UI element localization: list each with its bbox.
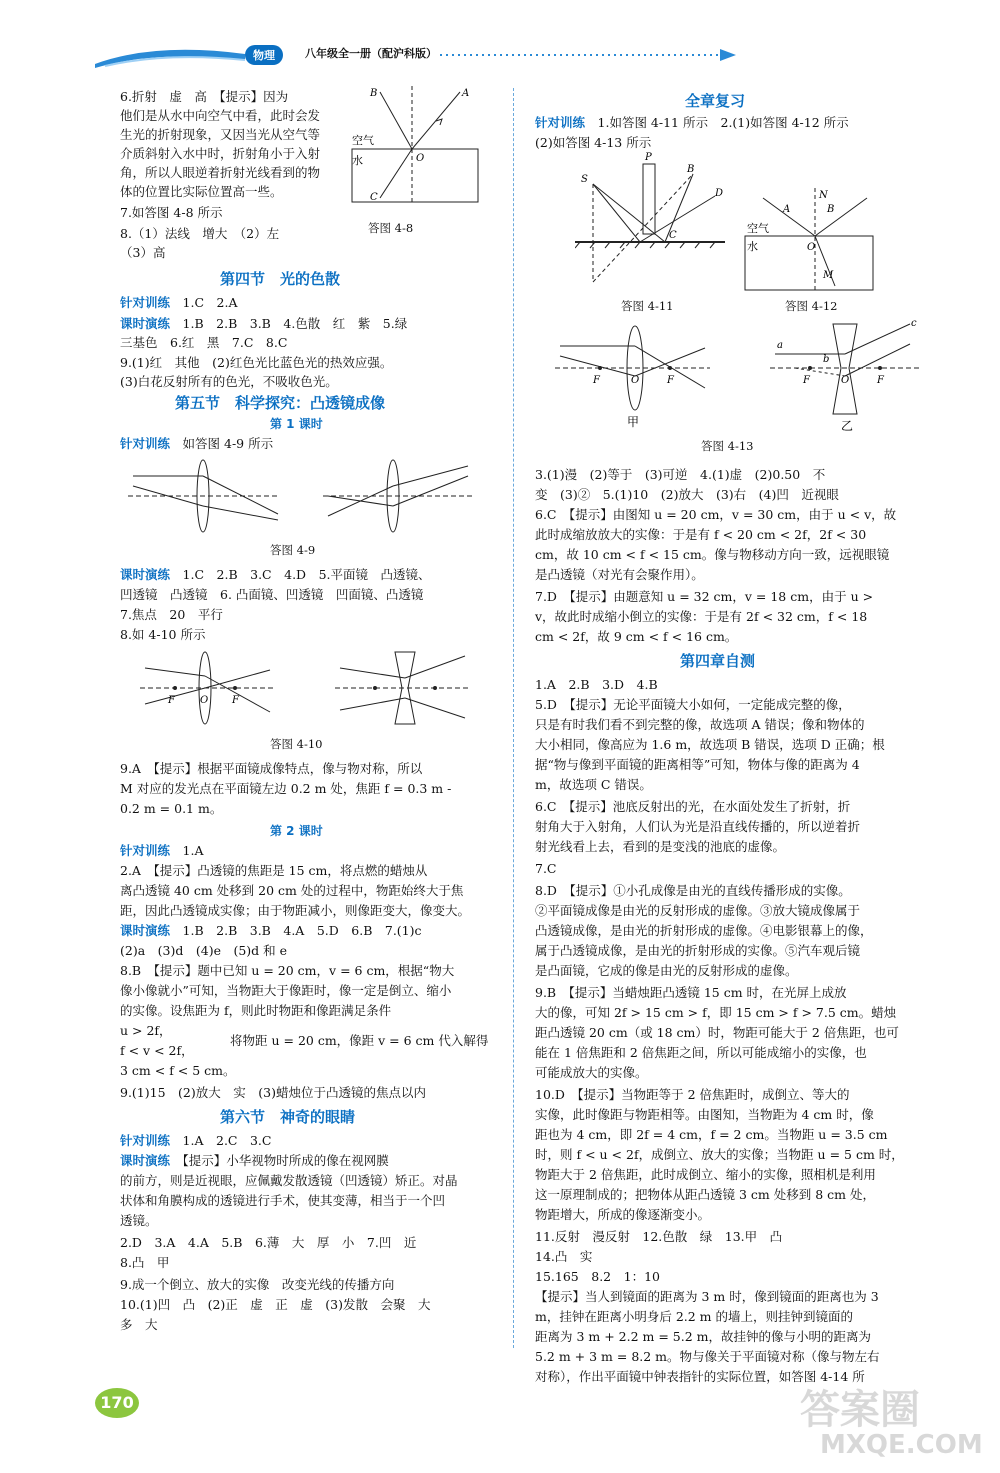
section-title: 第五节 科学探究：凸透镜成像	[175, 394, 386, 412]
text-line: 变 (3)② 5.(1)10 (2)放大 (3)右 (4)凹 近视眼	[535, 487, 839, 502]
refraction-diagram-4-8	[350, 84, 480, 204]
lens-diagram-4-13	[555, 318, 925, 433]
text-line: 1.A 2.C 3.C	[182, 1133, 272, 1148]
text-line: 像小像就小”可知，当物距大于像距时，像一定是倒立、缩小	[120, 983, 452, 998]
svg-text:O: O	[631, 375, 640, 386]
refraction-diagram-4-12	[743, 188, 875, 292]
lens-diagram-4-10	[140, 648, 470, 728]
header-swoosh-icon	[95, 46, 245, 68]
text-line: 9.B 【提示】当蜡烛距凸透镜 15 cm 时，在光屏上成放	[535, 985, 847, 1000]
column-divider	[513, 88, 515, 1348]
text-line: （3）高	[120, 245, 166, 260]
text-line: m，挂钟在距离小明身后 2.2 m 的墙上，则挂钟到镜面的	[535, 1309, 854, 1324]
text-line: cm，故 10 cm < f < 15 cm。像与物移动方向一致，远视眼镜	[535, 547, 890, 562]
svg-text:F: F	[877, 375, 884, 386]
section-title: 第四节 光的色散	[220, 270, 341, 288]
text-line: 2.A 【提示】凸透镜的焦距是 15 cm，将点燃的蜡烛从	[120, 863, 428, 878]
text-line: v，故此时成缩小倒立的实像：于是有 2f < 32 cm，f < 18	[535, 609, 868, 624]
page-number: 170	[95, 1388, 139, 1418]
svg-text:c: c	[911, 318, 917, 329]
text-line: 10.D 【提示】当物距等于 2 倍焦距时，成倒立、等大的	[535, 1087, 850, 1102]
svg-text:O: O	[416, 153, 425, 164]
text-line: 对称），作出平面镜中钟表指针的实际位置，如答图 4-14 所	[535, 1369, 865, 1384]
text-line: 大小相同，像高应为 1.6 m，故选项 B 错误，选项 D 正确；根	[535, 737, 885, 752]
figure-caption: 答图 4-10	[270, 737, 323, 751]
text-line: 大的像，可知 2f > 15 cm > f，即 15 cm > f > 7.5 cm。蜡烛	[535, 1005, 897, 1020]
text-line: 距也为 4 cm，即 2f = 4 cm，f = 2 cm。当物距 u = 3.5 cm	[535, 1127, 888, 1142]
keyword-train: 针对训练	[535, 115, 586, 130]
svg-text:F: F	[593, 375, 600, 386]
text-line: 【提示】小华视物时所成的像在视网膜	[182, 1153, 389, 1168]
text-line: (2)如答图 4-13 所示	[535, 135, 652, 150]
watermark-logo-text: 答案圈	[800, 1387, 920, 1433]
text-line: 距离为 3 m + 2.2 m = 5.2 m，故挂钟的像与小明的距离为	[535, 1329, 872, 1344]
figure-caption: 答图 4-8	[368, 221, 414, 235]
text-line: 7.C	[535, 861, 557, 876]
label-jia: 甲	[627, 415, 640, 429]
figure-caption: 答图 4-9	[270, 543, 316, 557]
text-line: 14.凸 实	[535, 1249, 593, 1264]
svg-text:O: O	[200, 695, 209, 706]
text-line: 透镜。	[120, 1213, 158, 1228]
text-line: 此时成缩放放大的实像：于是有 f < 20 cm < 2f，2f < 30	[535, 527, 867, 542]
text-line: 【提示】当人到镜面的距离为 3 m 时，像到镜面的距离也为 3	[535, 1289, 879, 1304]
text-line: 生光的折射现象，又因当光从空气等	[120, 127, 321, 142]
label-yi: 乙	[841, 419, 854, 433]
watermark	[780, 1378, 990, 1468]
svg-text:F: F	[667, 375, 674, 386]
keyword-train: 针对训练	[120, 843, 171, 858]
page-header	[95, 40, 655, 74]
text-line: 1.A	[182, 843, 204, 858]
watermark-url: MXQE.COM	[820, 1430, 983, 1460]
figure-caption: 答图 4-11	[621, 299, 674, 313]
keyword-train: 针对训练	[120, 1133, 171, 1148]
text-line: 可能成放大的实像。	[535, 1065, 648, 1080]
text-line: 据“物与像到平面镜的距离相等”可知，物体与像的距离为 4	[535, 757, 860, 772]
text-line: 1.B 2.B 3.B 4.色散 红 紫 5.绿	[182, 316, 408, 331]
svg-text:B: B	[687, 164, 695, 175]
equation-line: f < v < 2f，	[120, 1043, 194, 1058]
book-title: 八年级全一册（配沪科版）	[305, 47, 437, 60]
keyword-drill: 课时演练	[120, 1153, 171, 1168]
svg-text:S: S	[581, 174, 588, 185]
text-line: ②平面镜成像是由光的反射形成的虚像。③放大镜成像属于	[535, 903, 861, 918]
svg-text:b: b	[823, 354, 830, 365]
text-line: 9.(1)15 (2)放大 实 (3)蜡烛位于凸透镜的焦点以内	[120, 1085, 426, 1100]
text-line: 9.(1)红 其他 (2)红色光比蓝色光的热效应强。	[120, 355, 393, 370]
keyword-train: 针对训练	[120, 295, 171, 310]
text-line: 9.A 【提示】根据平面镜成像特点，像与物对称，所以	[120, 761, 423, 776]
section-title: 全章复习	[685, 92, 746, 110]
svg-text:O: O	[807, 242, 816, 253]
text-line: 10.(1)凹 凸 (2)正 虚 正 虚 (3)发散 会聚 大	[120, 1297, 431, 1312]
text-line: 的实像。设焦距为 f，则此时物距和像距满足条件	[120, 1003, 392, 1018]
mirror-diagram-4-11	[575, 152, 725, 287]
text-line: 1.B 2.B 3.B 4.A 5.D 6.B 7.(1)c	[182, 923, 422, 938]
text-line: 5.2 m + 3 m = 8.2 m。物与像关于平面镜对称（像与物左右	[535, 1349, 880, 1364]
svg-text:O: O	[841, 375, 850, 386]
svg-text:水: 水	[747, 240, 758, 253]
label-air: 空气	[352, 134, 374, 147]
text-line: 3.(1)漫 (2)等于 (3)可逆 4.(1)虚 (2)0.50 不	[535, 467, 826, 482]
keyword-drill: 课时演练	[120, 316, 171, 331]
text-line: 7.D 【提示】由题意知 u = 32 cm，v = 18 cm，由于 u >	[535, 589, 874, 604]
text-line: 只是有时我们看不到完整的像，故选项 A 错误；像和物体的	[535, 717, 865, 732]
text-line: 介质斜射入水中时，折射角小于入射	[120, 146, 321, 161]
text-line: 体的位置比实际位置高一些。	[120, 184, 283, 199]
text-line: 将物距 u = 20 cm，像距 v = 6 cm 代入解得	[230, 1033, 489, 1048]
svg-text:F: F	[803, 375, 810, 386]
text-line: 1.A 2.B 3.D 4.B	[535, 677, 658, 692]
text-line: 0.2 m = 0.1 m。	[120, 801, 223, 816]
label-water: 水	[352, 154, 363, 167]
svg-text:a: a	[777, 340, 783, 351]
text-line: M 对应的发光点在平面镜左边 0.2 m 处，焦距 f = 0.3 m -	[120, 781, 452, 796]
equation-line: u > 2f，	[120, 1023, 172, 1038]
text-line: 15.165 8.2 1：10	[535, 1269, 660, 1284]
text-line: 是凸面镜，它成的像是由光的反射形成的虚像。	[535, 963, 798, 978]
text-line: cm < 2f，故 9 cm < f < 16 cm。	[535, 629, 738, 644]
text-line: 离凸透镜 40 cm 处移到 20 cm 处的过程中，物距始终大于焦	[120, 883, 464, 898]
text-line: 8.B 【提示】题中已知 u = 20 cm，v = 6 cm，根据“物大	[120, 963, 455, 978]
text-line: 8.如 4-10 所示	[120, 627, 206, 642]
text-line: 距，因此凸透镜成实像；由于物距减小，则像距变大，像变大。	[120, 903, 471, 918]
text-line: 9.成一个倒立、放大的实像 改变光线的传播方向	[120, 1277, 395, 1292]
header-dotted-arrow-icon	[440, 48, 740, 62]
svg-text:C: C	[669, 230, 677, 241]
text-line: 1.C 2.B 3.C 4.D 5.平面镜 凸透镜、	[182, 567, 431, 582]
text-line: 如答图 4-9 所示	[182, 436, 274, 451]
text-line: 他们是从水中向空气中看，此时会发	[120, 108, 321, 123]
keyword-drill: 课时演练	[120, 923, 171, 938]
section-title: 第六节 神奇的眼睛	[220, 1108, 356, 1126]
svg-text:F: F	[168, 695, 175, 706]
text-line: 射光线看上去，看到的是变浅的池底的虚像。	[535, 839, 786, 854]
text-line: 1.如答图 4-11 所示 2.(1)如答图 4-12 所示	[597, 115, 849, 130]
lesson-title: 第 1 课时	[270, 417, 323, 431]
text-line: 是凸透镜（对光有会聚作用）。	[535, 567, 704, 582]
text-line: 5.D 【提示】无论平面镜大小如何，一定能成完整的像，	[535, 697, 851, 712]
text-line: 状体和角膜构成的透镜进行手术，使其变薄，相当于一个凹	[120, 1193, 446, 1208]
svg-text:A: A	[462, 88, 470, 99]
section-title: 第四章自测	[680, 652, 756, 670]
text-line: 的前方，则是近视眼，应佩戴发散透镜（凹透镜）矫正。对晶	[120, 1173, 458, 1188]
text-line: 能在 1 倍焦距和 2 倍焦距之间，所以可能成缩小的实像，也	[535, 1045, 867, 1060]
text-line: 8.D 【提示】①小孔成像是由光的直线传播形成的实像。	[535, 883, 851, 898]
text-line: 7.如答图 4-8 所示	[120, 205, 223, 220]
keyword-drill: 课时演练	[120, 567, 171, 582]
svg-text:N: N	[819, 190, 828, 201]
text-line: 距凸透镜 20 cm（或 18 cm）时，物距可能大于 2 倍焦距，也可	[535, 1025, 899, 1040]
keyword-train: 针对训练	[120, 436, 171, 451]
svg-text:M: M	[823, 270, 834, 281]
svg-text:P: P	[645, 152, 652, 163]
text-line: 3 cm < f < 5 cm。	[120, 1063, 236, 1078]
figure-caption: 答图 4-13	[701, 439, 754, 453]
text-line: 物距增大，所成的像逐渐变小。	[535, 1207, 711, 1222]
svg-text:B: B	[827, 204, 835, 215]
text-line: 7.焦点 20 平行	[120, 607, 223, 622]
text-line: 6.折射 虚 高 【提示】因为	[120, 89, 289, 104]
text-line: (2)a (3)d (4)e (5)d 和 e	[120, 943, 288, 958]
text-line: 凸透镜成像，是由光的折射形成的虚像。④电影银幕上的像，	[535, 923, 873, 938]
svg-text:空气: 空气	[747, 222, 769, 235]
svg-text:B: B	[370, 88, 378, 99]
text-line: 射角大于入射角，人们认为光是沿直线传播的，所以逆着折	[535, 819, 861, 834]
svg-text:A: A	[783, 204, 791, 215]
text-line: 这一原理制成的；把物体从距凸透镜 3 cm 处移到 8 cm 处，	[535, 1187, 875, 1202]
text-line: 三基色 6.红 黑 7.C 8.C	[120, 335, 288, 350]
text-line: 属于凸透镜成像，是由光的折射形成的实像。⑤汽车观后镜	[535, 943, 861, 958]
text-line: 角，所以人眼逆着折射光线看到的物	[120, 165, 321, 180]
lesson-title: 第 2 课时	[270, 824, 323, 838]
lens-diagram-4-9	[128, 456, 473, 536]
svg-text:C: C	[370, 192, 378, 203]
text-line: m，故选项 C 错误。	[535, 777, 652, 792]
text-line: 物距大于 2 倍焦距，此时成倒立、缩小的实像，照相机是利用	[535, 1167, 876, 1182]
text-line: 6.C 【提示】池底反射出的光，在水面处发生了折射，折	[535, 799, 851, 814]
text-line: 2.D 3.A 4.A 5.B 6.薄 大 厚 小 7.凹 近	[120, 1235, 417, 1250]
text-line: 11.反射 漫反射 12.色散 绿 13.甲 凸	[535, 1229, 783, 1244]
text-line: 1.C 2.A	[182, 295, 238, 310]
text-line: 多 大	[120, 1317, 158, 1332]
text-line: 8.凸 甲	[120, 1255, 170, 1270]
text-line: 凹透镜 凸透镜 6. 凸面镜、凹透镜 凹面镜、凸透镜	[120, 587, 424, 602]
text-line: 时，则 f < u < 2f，成倒立、放大的实像；当物距 u = 5 cm 时，	[535, 1147, 904, 1162]
svg-text:F: F	[232, 695, 239, 706]
text-line: 实像，此时像距与物距相等。由图知，当物距为 4 cm 时，像	[535, 1107, 874, 1122]
text-line: 6.C 【提示】由图知 u = 20 cm，v = 30 cm，由于 u < v，故	[535, 507, 897, 522]
subject-badge: 物理	[245, 45, 283, 65]
text-line: (3)白花反射所有的色光，不吸收色光。	[120, 374, 338, 389]
svg-text:D: D	[715, 188, 724, 199]
text-line: 8.（1）法线 增大 （2）左	[120, 226, 280, 241]
figure-caption: 答图 4-12	[785, 299, 838, 313]
